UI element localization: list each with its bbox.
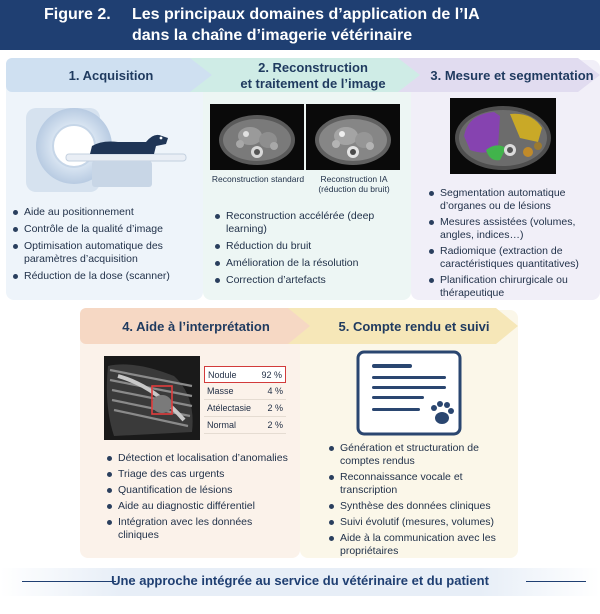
acquisition-bullets [12, 206, 200, 287]
segmentation-image [450, 98, 556, 174]
interpretation-bullets [106, 452, 296, 545]
report-bullets [328, 442, 516, 561]
caption-ai-line2: (réduction du bruit) [318, 184, 390, 194]
bullet-item: Aide à la communication avec les propriétaires [328, 532, 516, 558]
step-title-acquisition: 1. Acquisition [68, 68, 154, 83]
caption-reconstruction-standard: Reconstruction standard [211, 174, 305, 184]
prediction-table [204, 366, 286, 434]
figure-title-line1: Les principaux domaines d’application de l’IA [132, 6, 480, 23]
prediction-value: 2 % [267, 420, 283, 430]
prediction-label: Nodule [208, 369, 237, 380]
bullet-item: Triage des cas urgents [106, 468, 296, 481]
prediction-label: Atélectasie [207, 403, 252, 413]
bullet-item: Intégration avec les données cliniques [106, 516, 296, 542]
bullet-item: Suivi évolutif (mesures, volumes) [328, 516, 516, 529]
bullet-item: Reconnaissance vocale et transcription [328, 471, 516, 497]
ct-image-ai [306, 104, 400, 170]
step-title-interpretation: 4. Aide à l’interprétation [122, 319, 270, 334]
report-document-icon [350, 350, 468, 436]
bullet-item: Génération et structuration de comptes rendus [328, 442, 516, 468]
bullet-item: Segmentation automatique d’organes ou de lésions [428, 187, 598, 213]
prediction-value: 2 % [267, 403, 283, 413]
bullet-item: Détection et localisation d’anomalies [106, 452, 296, 465]
prediction-row-top [204, 366, 286, 383]
bullet-item: Amélioration de la résolution [214, 257, 406, 270]
prediction-label: Masse [207, 386, 234, 396]
bullet-item: Optimisation automatique des paramètres d’acquisition [12, 240, 200, 266]
step-title-reconstruction-line1: 2. Reconstruction [258, 60, 368, 75]
prediction-row [204, 400, 286, 417]
ct-scanner-illustration [22, 102, 192, 194]
step-title-reconstruction-line2: et traitement de l’image [240, 76, 386, 91]
figure-title-line2: dans la chaîne d’imagerie vétérinaire [132, 27, 413, 44]
bullet-item: Réduction de la dose (scanner) [12, 270, 200, 283]
prediction-value: 92 % [261, 369, 282, 380]
thorax-xray-image [104, 356, 200, 440]
ct-image-standard [210, 104, 304, 170]
caption-reconstruction-ai [304, 174, 404, 194]
step-title-segmentation: 3. Mesure et segmentation [430, 68, 594, 83]
caption-ai-line1: Reconstruction IA [320, 174, 388, 184]
bullet-item: Synthèse des données cliniques [328, 500, 516, 513]
bullet-item: Quantification de lésions [106, 484, 296, 497]
prediction-row [204, 383, 286, 400]
bullet-item: Planification chirurgicale ou thérapeutique [428, 274, 598, 300]
bullet-item: Reconstruction accélérée (deep learning) [214, 210, 406, 236]
segmentation-bullets [428, 187, 598, 303]
bullet-item: Correction d’artefacts [214, 274, 406, 287]
bullet-item: Aide au positionnement [12, 206, 200, 219]
bullet-item: Réduction du bruit [214, 240, 406, 253]
bullet-item: Mesures assistées (volumes, angles, indices…) [428, 216, 598, 242]
prediction-value: 4 % [267, 386, 283, 396]
reconstruction-bullets [214, 210, 406, 291]
bullet-item: Radiomique (extraction de caractéristiques quantitatives) [428, 245, 598, 271]
step-title-report: 5. Compte rendu et suivi [338, 319, 490, 334]
figure-label: Figure 2. [44, 6, 111, 23]
bullet-item: Contrôle de la qualité d’image [12, 223, 200, 236]
prediction-label: Normal [207, 420, 237, 430]
footer-tagline: Une approche intégrée au service du vétérinaire et du patient [111, 573, 489, 588]
bullet-item: Aide au diagnostic différentiel [106, 500, 296, 513]
prediction-row [204, 417, 286, 434]
